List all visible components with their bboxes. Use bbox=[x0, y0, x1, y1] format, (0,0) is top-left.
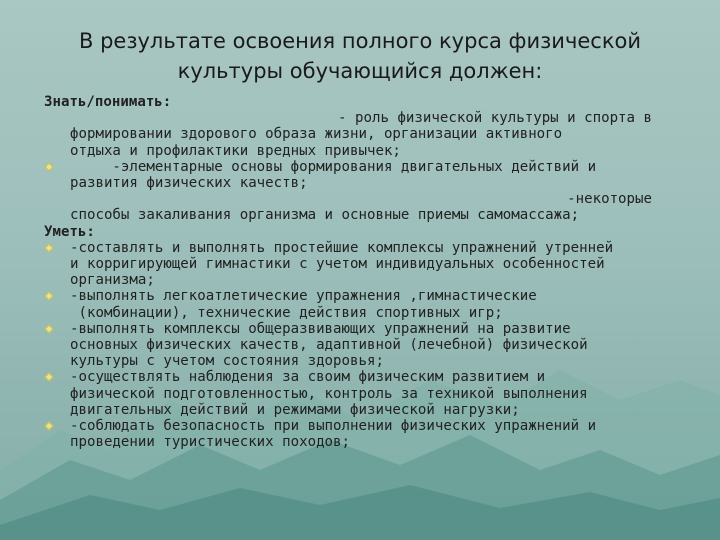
diamond-bullet-icon bbox=[44, 372, 54, 382]
umet-item-1-line-2: и корригирующей гимнастики с учетом индивидуальных особенностей bbox=[70, 256, 605, 273]
title-line-1: В результате освоения полного курса физической bbox=[78, 29, 642, 53]
umet-item-4-line-3: двигательных действий и режимами физической нагрузки; bbox=[70, 401, 520, 418]
umet-item-5-line-2: проведении туристических походов; bbox=[70, 434, 351, 451]
slide-title bbox=[60, 26, 660, 86]
umet-item-4-line-2: физической подготовленностью, контроль за техникой выполнения bbox=[70, 385, 588, 402]
znat-line-7: способы закаливания организма и основные приемы самомассажа; bbox=[70, 207, 580, 224]
slide-body bbox=[44, 94, 674, 450]
diamond-bullet-icon bbox=[44, 324, 54, 334]
title-line-2: культуры обучающийся должен: bbox=[177, 59, 543, 83]
umet-item-2 bbox=[44, 288, 674, 320]
umet-item-1-line-1: -составлять и выполнять простейшие комплексы упражнений утренней bbox=[70, 239, 614, 256]
umet-item-5-line-1: -соблюдать безопасность при выполнении физических упражнений и bbox=[70, 418, 597, 435]
umet-heading: Уметь: bbox=[44, 223, 95, 240]
znat-line-2: формировании здорового образа жизни, организации активного bbox=[70, 126, 563, 143]
znat-line-1: - роль физической культуры и спорта в bbox=[338, 110, 652, 127]
znat-heading: Знать/понимать: bbox=[44, 94, 172, 110]
umet-item-1-line-3: организма; bbox=[70, 272, 155, 289]
znat-line-3: отдыха и профилактики вредных привычек; bbox=[70, 142, 401, 159]
znat-bullet-item bbox=[44, 159, 674, 175]
umet-item-4 bbox=[44, 369, 674, 418]
umet-item-2-line-2: (комбинации), технические действия спортивных игр; bbox=[70, 304, 503, 321]
diamond-bullet-icon bbox=[44, 421, 54, 431]
umet-item-3-line-2: основных физических качеств, адаптивной (лечебной) физической bbox=[70, 337, 588, 354]
znat-line-6: -некоторые bbox=[567, 191, 652, 208]
umet-item-3-line-3: культуры с учетом состояния здоровья; bbox=[70, 353, 384, 370]
umet-item-3 bbox=[44, 321, 674, 370]
znat-line-4: -элементарные основы формирования двигательных действий и bbox=[70, 158, 597, 175]
diamond-bullet-icon bbox=[44, 162, 54, 172]
umet-item-5 bbox=[44, 418, 674, 450]
diamond-bullet-icon bbox=[44, 243, 54, 253]
umet-item-3-line-1: -выполнять комплексы общеразвивающих упражнений на развитие bbox=[70, 320, 571, 337]
umet-item-4-line-1: -осуществлять наблюдения за своим физическим развитием и bbox=[70, 369, 546, 386]
umet-item-2-line-1: -выполнять легкоатлетические упражнения ,гимнастические bbox=[70, 288, 537, 305]
umet-item-1 bbox=[44, 240, 674, 289]
znat-line-5: развития физических качеств; bbox=[70, 175, 308, 192]
diamond-bullet-icon bbox=[44, 291, 54, 301]
